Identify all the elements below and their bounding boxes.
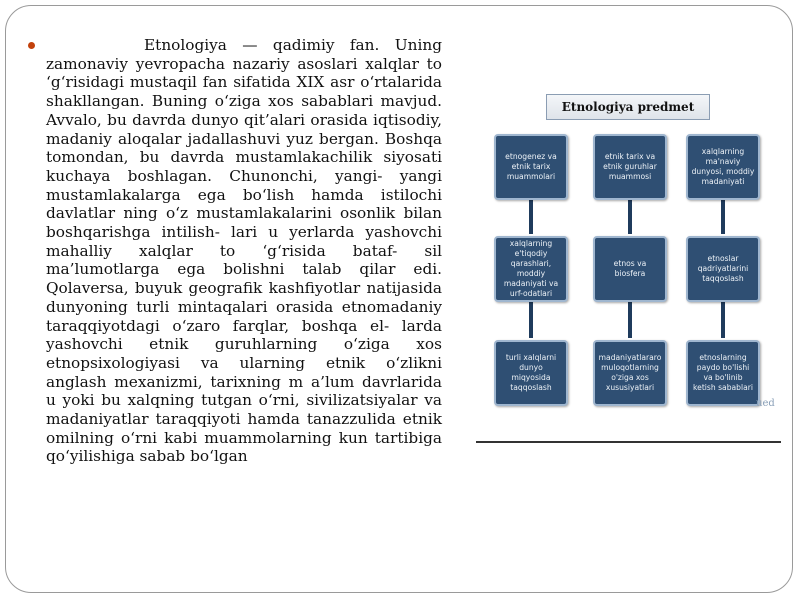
diagram-node: xalqlarning e'tiqodiy qarashlari, moddiy madaniyati va urf-odatlari xyxy=(494,236,568,302)
diagram-node: madaniyatlararo muloqotlarning o'ziga xos xususiyatlari xyxy=(593,340,667,406)
diagram-node: etnoslar qadriyatlarini taqqoslash xyxy=(686,236,760,302)
diagram-node: turli xalqlarni dunyo miqyosida taqqoslash xyxy=(494,340,568,406)
connector xyxy=(529,302,533,338)
diagram-node: etnoslarning paydo bo'lishi va bo'linib ketish sabablari xyxy=(686,340,760,406)
diagram-node: etnos va biosfera xyxy=(593,236,667,302)
diagram-node: etnik tarix va etnik guruhlar muammosi xyxy=(593,134,667,200)
main-paragraph xyxy=(46,36,442,466)
diagram-node: xalqlarning ma'naviy dunyosi, moddiy madaniyati xyxy=(686,134,760,200)
connector xyxy=(628,198,632,234)
diagram-title: Etnologiya predmet xyxy=(546,94,710,120)
paragraph-text: Etnologiya — qadimiy fan. Uning zamonaviy yevropacha nazariy asoslari xalqlar to ‘g‘risidagi mustaqil fan sifatida XIX asr o‘rtalarida shakllangan. Buning o‘ziga xos sabablari mavjud. Avvalo, bu davrda dunyo qit’alari orasida iqtisodiy, madaniy aloqalar jadallashuvi yuz bergan. Boshqa tomondan, bu davrda mustamlakachilik siyosati kuchaya boshlagan. Chunonchi, yangi- yangi mustamlakalarga ega bo‘lish hamda istilochi davlatlar ning o‘z mustamlakalarini osonlik bilan boshqarishga intilish- lari u yerlarda yashovchi mahalliy xalqlar to ‘g‘risida bataf- sil ma’lumotlarga ega bolishni talab qilar edi. Qolaversa, buyuk geografik kashfiyotlar natijasida dunyoning turli mintaqalari orasida etnomadaniy taraqqiyotdagi o‘zaro farqlar, boshqa el- larda yashovchi etnik guruhlarning o‘ziga xos etnopsixologiyasi va ularning etnik o‘zlikni anglash mexanizmi, tarixning m a’lum davrlarida u yoki bu xalqning tutgan o‘rni, sivilizatsiyalar va madaniyatlar taraqqiyoti hamda tanazzulida etnik omilning o‘rni kabi muammolarning kun tartibiga qo‘yilishiga sabab bo‘lgan xyxy=(46,36,442,466)
connector xyxy=(529,198,533,234)
connector xyxy=(628,302,632,338)
connector xyxy=(721,198,725,234)
connector xyxy=(721,302,725,338)
diagram-node: etnogenez va etnik tarix muammolari xyxy=(494,134,568,200)
bullet-dot xyxy=(28,42,35,49)
slide-frame xyxy=(5,5,793,593)
stray-label: ued xyxy=(756,398,775,409)
diagram-baseline xyxy=(476,441,781,443)
etnologiya-diagram xyxy=(476,88,781,448)
